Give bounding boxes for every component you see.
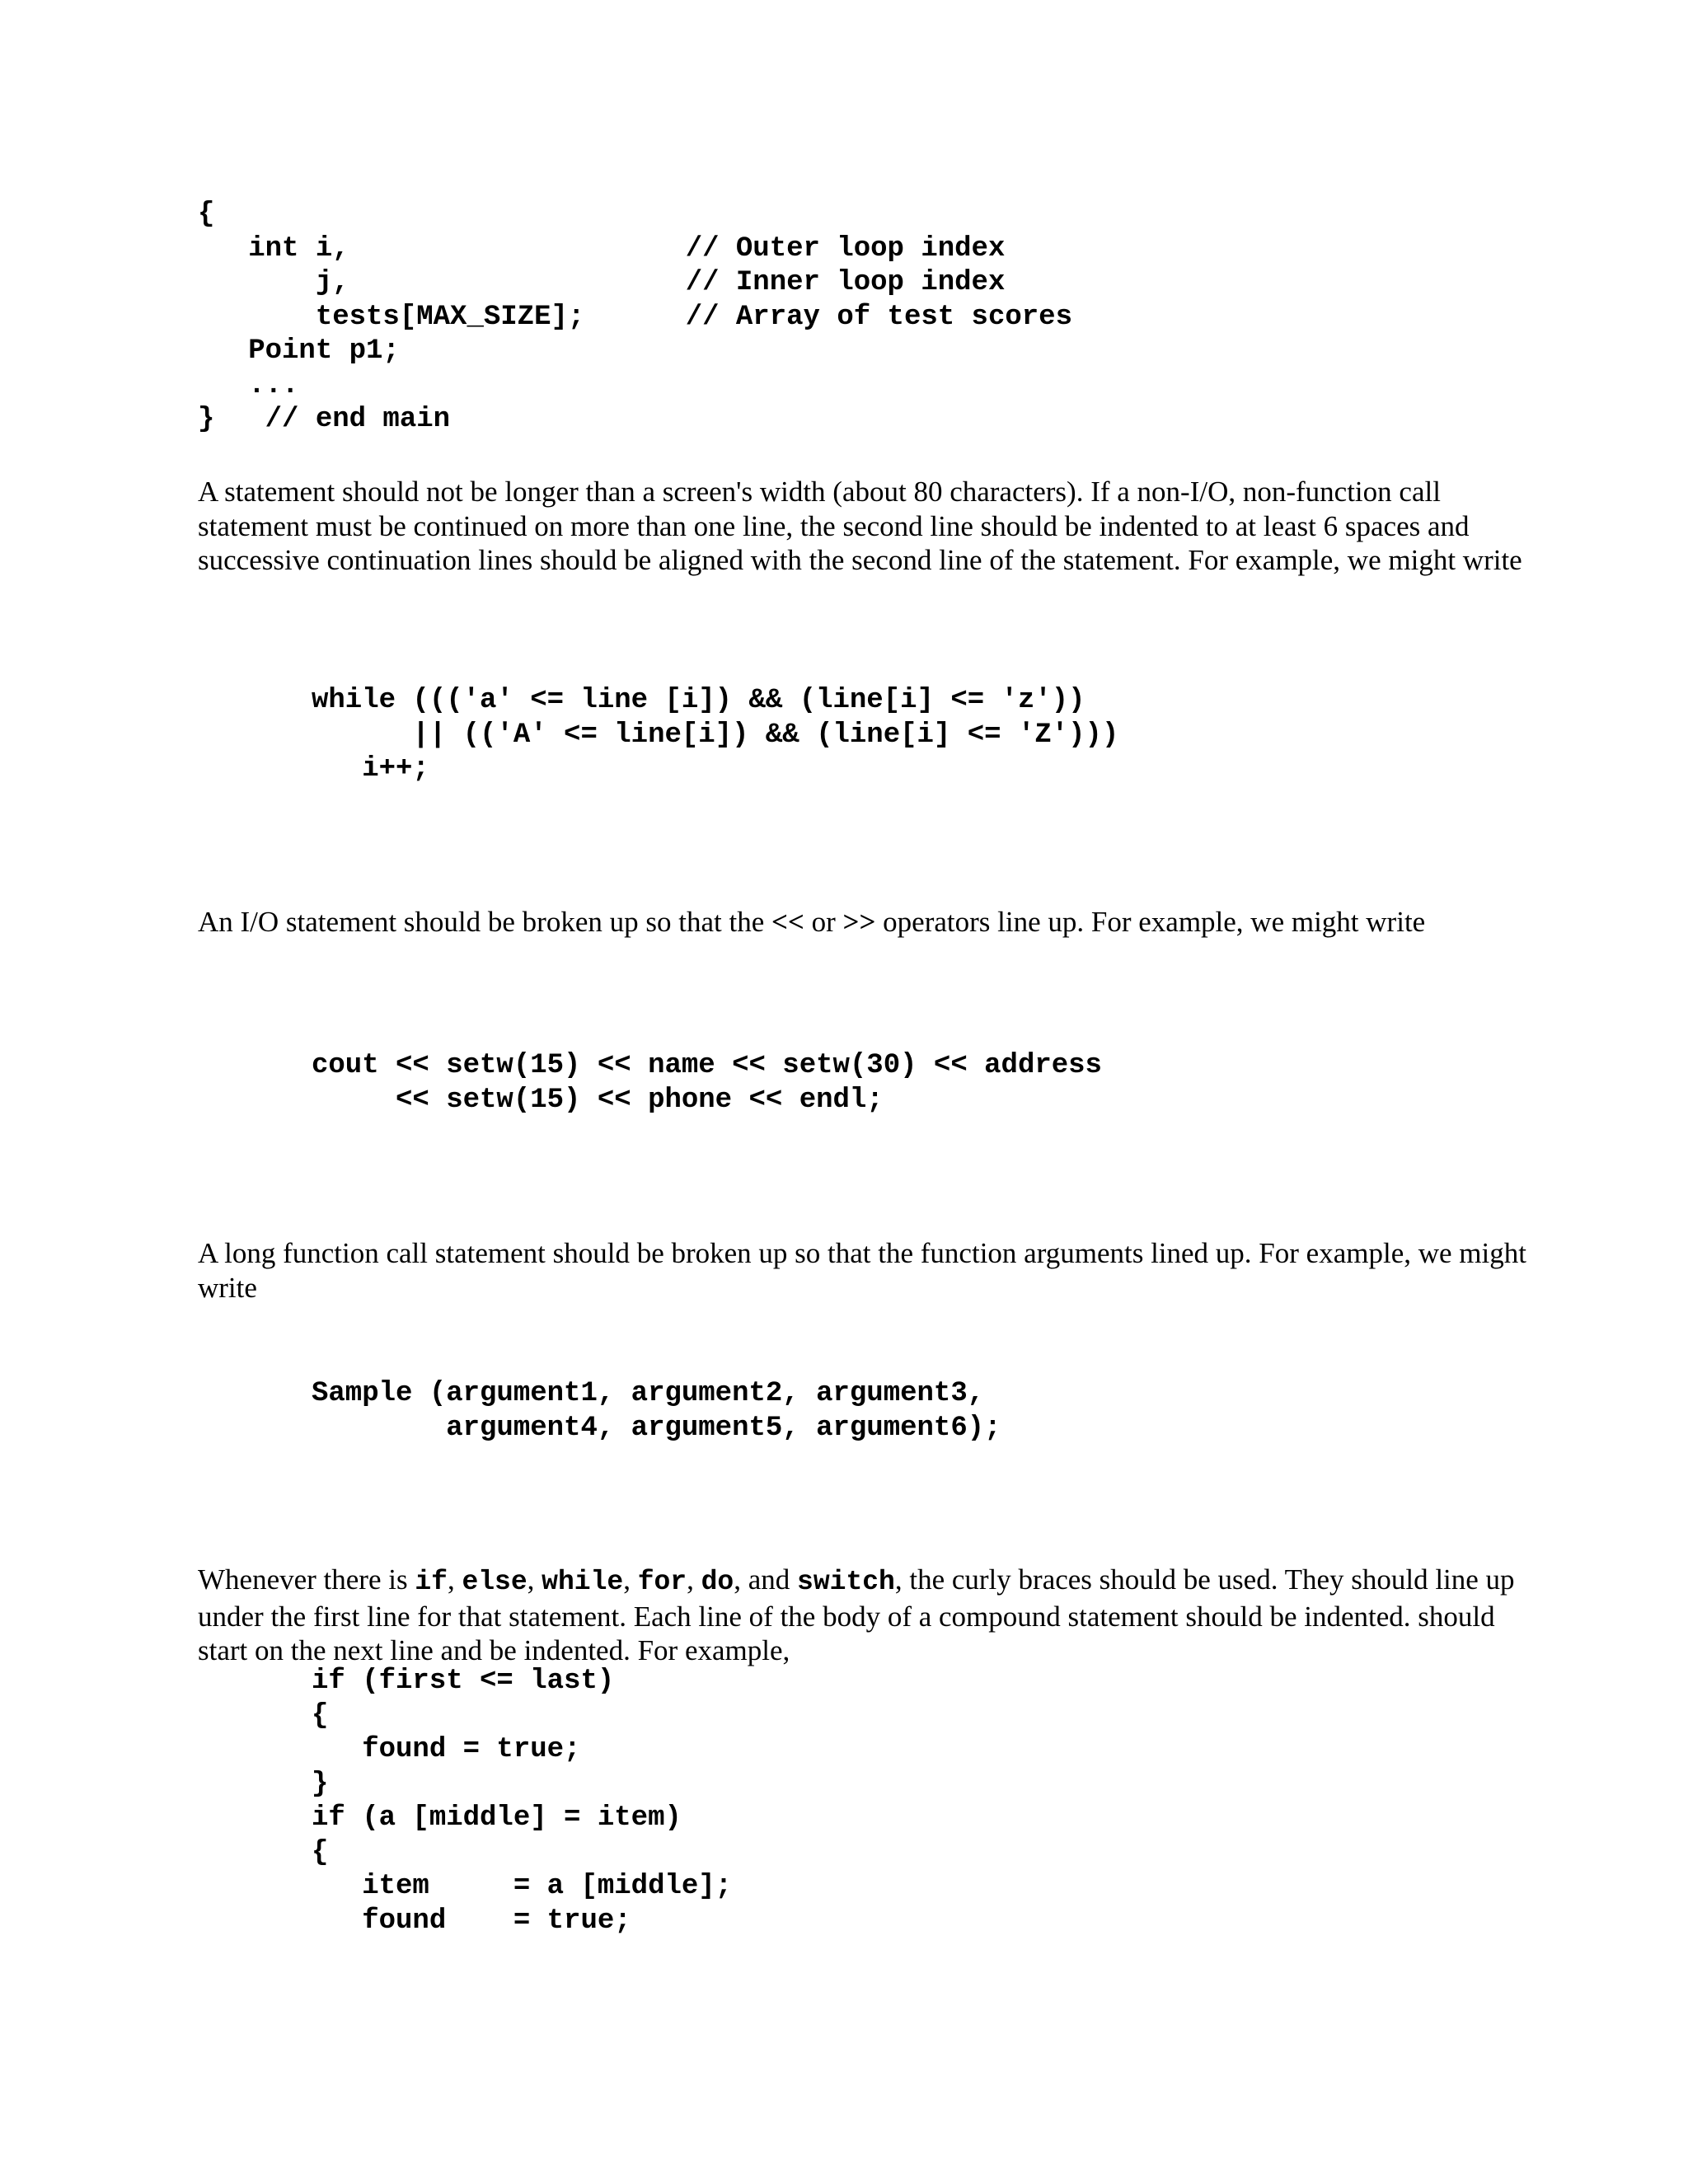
separator: , (447, 1563, 462, 1596)
paragraph-statement-length: A statement should not be longer than a screen's width (about 80 characters). If a non-I/O, non-function call statement must be continued on more than one line, the second line should be indented to at least 6 spaces and successive continuation lines should be aligned with the second line of the statement. For example, we might write (198, 476, 1522, 576)
keyword-do: do (701, 1567, 734, 1597)
shift-right-operator: >> (842, 906, 876, 938)
paragraph-braces-text-1: Whenever there is (198, 1563, 415, 1596)
separator: , (623, 1563, 638, 1596)
paragraph-io-text-middle: or (804, 906, 843, 938)
paragraph-curly-braces (198, 1563, 1533, 1668)
code-block-while-example: while ((('a' <= line [i]) && (line[i] <= 'z')) || (('A' <= line[i]) && (line[i] <= 'Z'))) i++; (312, 685, 1119, 785)
paragraph-braces-text-end: , the curly braces should be used. They should line up under the first line for that statement. Each line of the body of a compound statement should be indented. should start on the next line and be indented. For example, (198, 1563, 1515, 1666)
paragraph-io-text-end: operators line up. For example, we might write (875, 906, 1426, 938)
code-block-declarations: { int i, // Outer loop index j, // Inner loop index tests[MAX_SIZE]; // Array of test scores Point p1; ... } // end main (198, 199, 1072, 435)
keyword-else: else (462, 1567, 528, 1597)
paragraph-io-statement (198, 905, 1533, 940)
paragraph-io-text-start: An I/O statement should be broken up so that the (198, 906, 771, 938)
code-block-if-example: if (first <= last) { found = true; } if (a [middle] = item) { item = a [middle]; found = true; (312, 1666, 733, 1937)
paragraph-function-call: A long function call statement should be broken up so that the function arguments lined up. For example, we might write (198, 1237, 1526, 1304)
keyword-for: for (637, 1567, 687, 1597)
keyword-switch: switch (797, 1567, 895, 1597)
keyword-while: while (542, 1567, 624, 1597)
separator: , (527, 1563, 542, 1596)
shift-left-operator: << (771, 906, 804, 938)
code-block-cout-example: cout << setw(15) << name << setw(30) << address << setw(15) << phone << endl; (312, 1050, 1102, 1116)
keyword-if: if (415, 1567, 448, 1597)
separator: , and (734, 1563, 798, 1596)
separator: , (687, 1563, 701, 1596)
code-block-sample-call: Sample (argument1, argument2, argument3, argument4, argument5, argument6); (312, 1378, 1001, 1444)
